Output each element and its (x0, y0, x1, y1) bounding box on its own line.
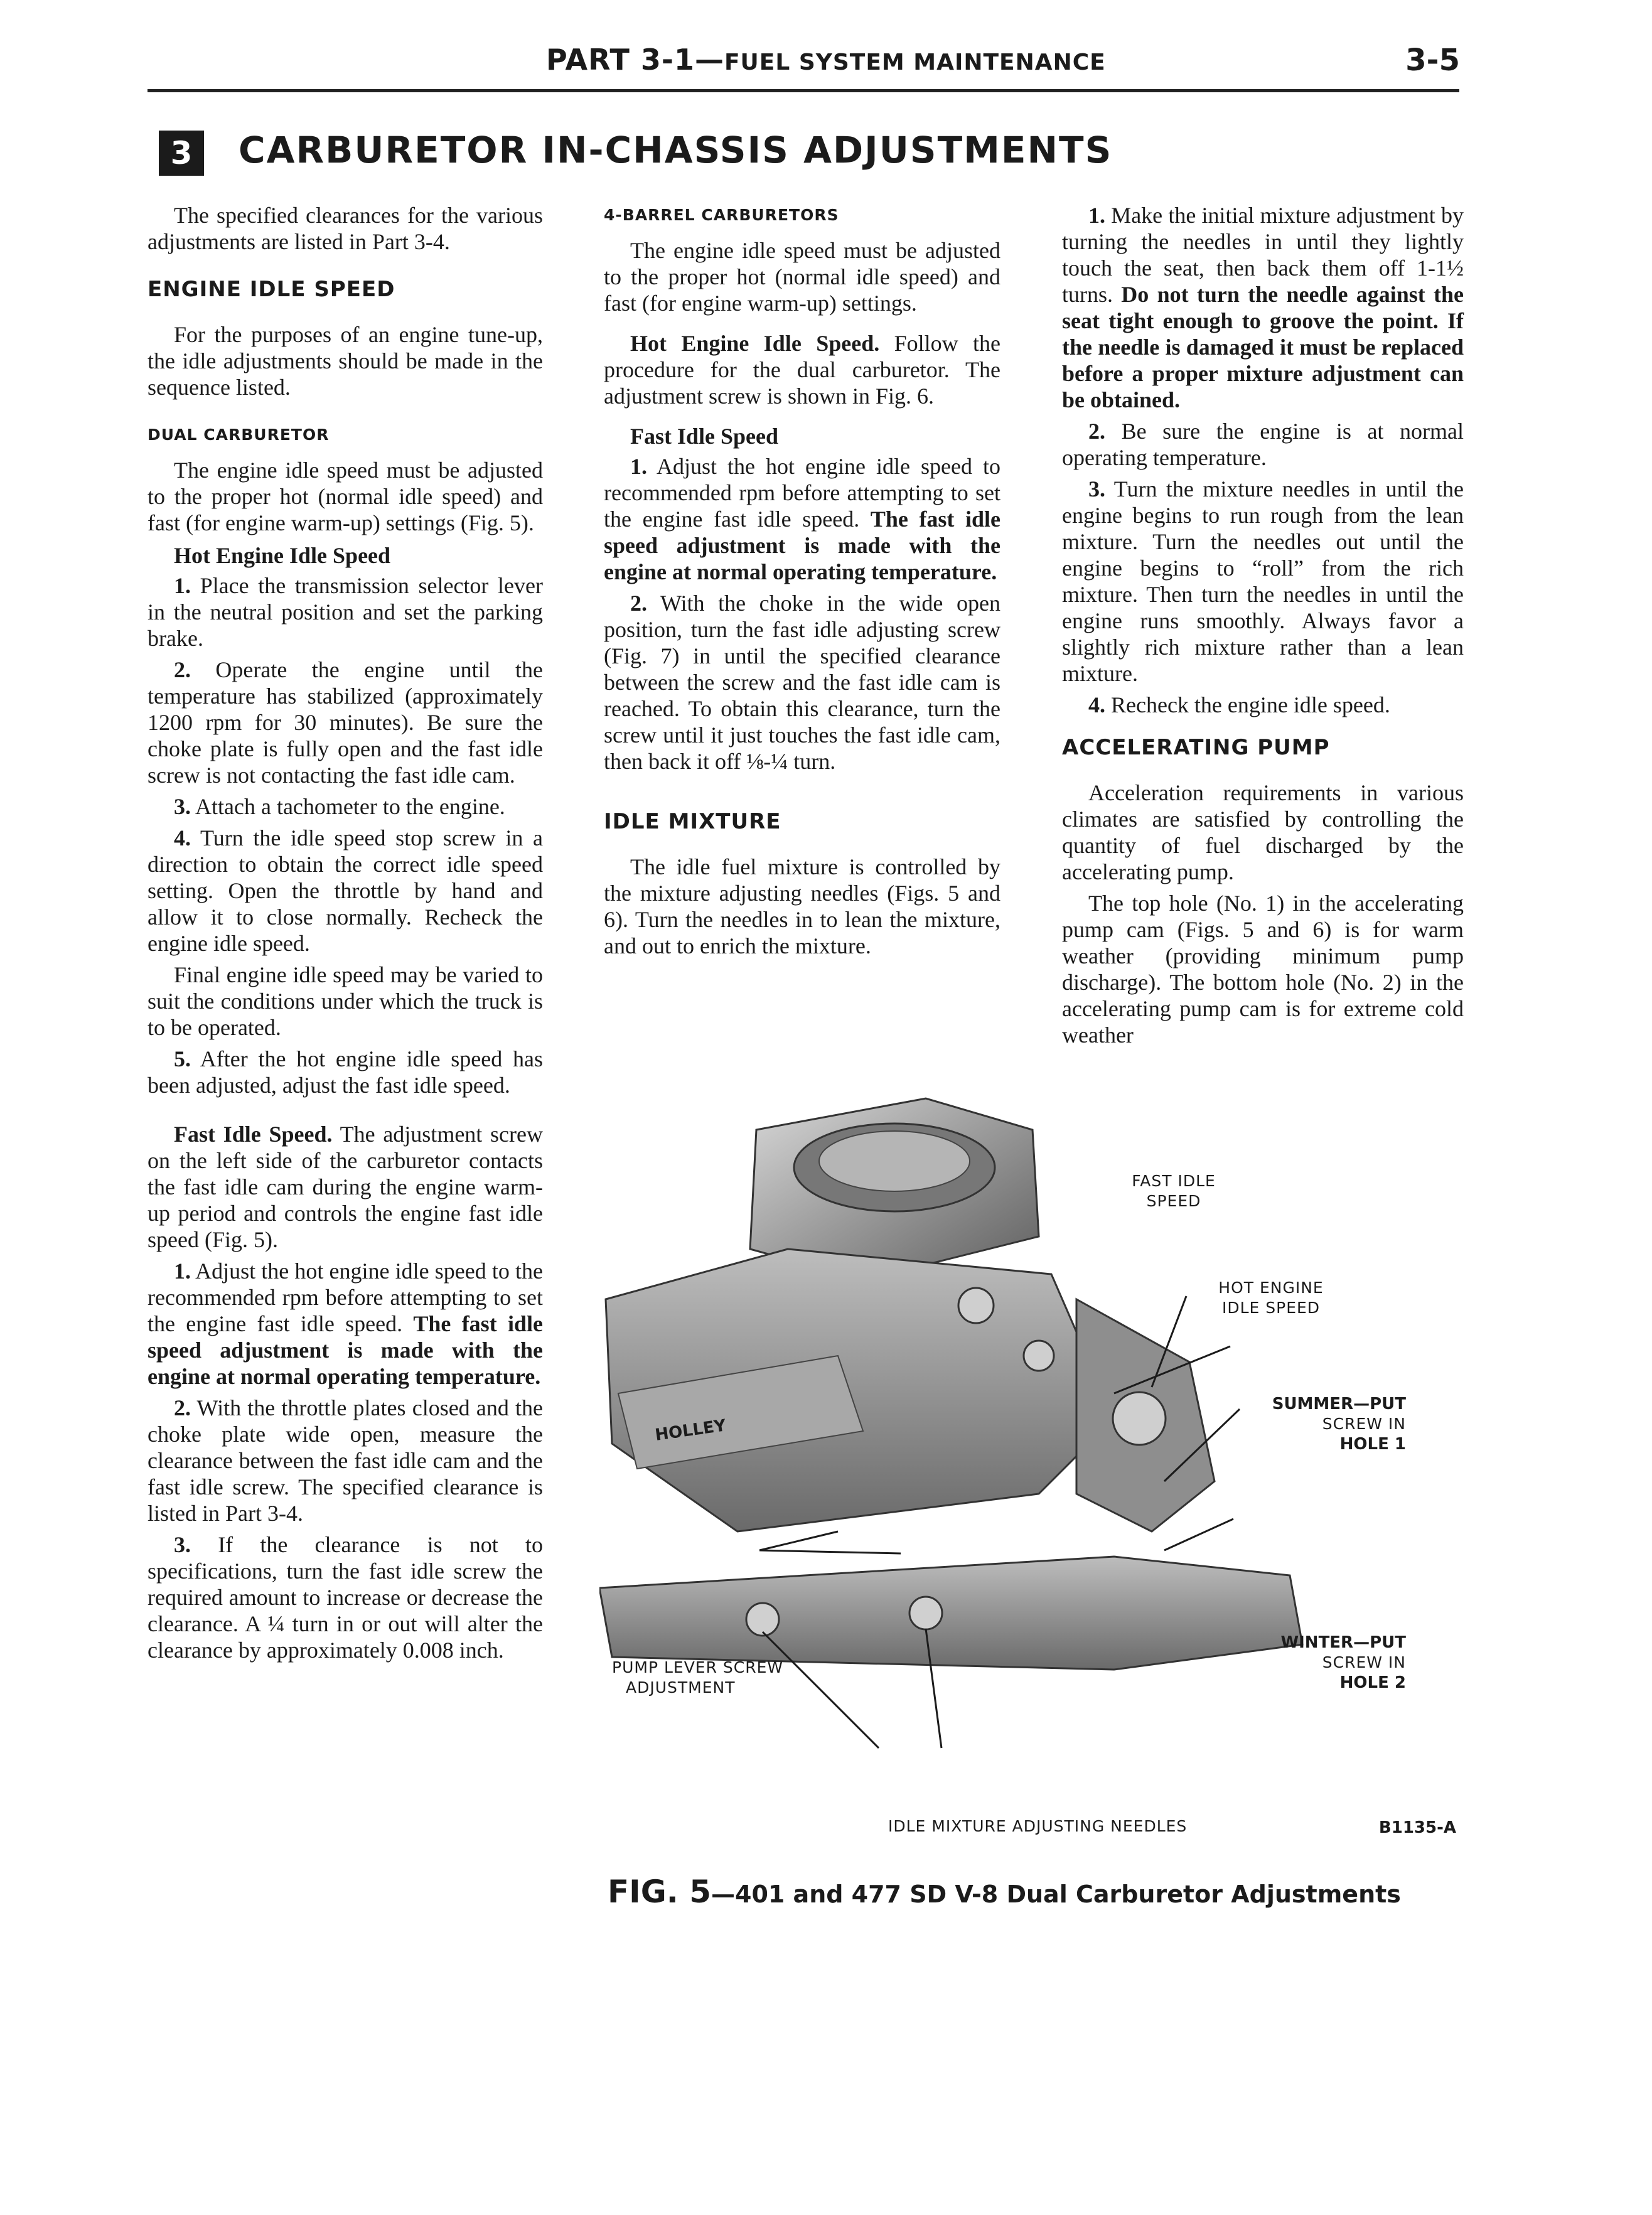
mixture-needle-left (746, 1603, 779, 1636)
label-hot-engine-line1: HOT ENGINE (1218, 1279, 1324, 1297)
step-text: Make the initial mixture adjustment by turning the needles in until they lightly touch the seat, then back them off 1-1½ turns. (1062, 203, 1464, 307)
label-winter-line2: SCREW IN (1322, 1653, 1406, 1671)
paragraph-idle-mixture: The idle fuel mixture is controlled by the mixture adjusting needles (Figs. 5 and 6). Turn the needles in to lean the mixture, and out to enrich the mixture. (604, 854, 1000, 958)
paragraph-text: Follow the procedure for the dual carburetor. The adjustment screw is shown in Fig. 6. (604, 331, 1000, 409)
label-summer-line2: SCREW IN (1322, 1415, 1406, 1433)
header-title-text: FUEL SYSTEM MAINTENANCE (724, 50, 1106, 75)
caption-dash: — (711, 1880, 735, 1908)
paragraph-fast-idle (148, 1121, 543, 1253)
step-2 (148, 657, 543, 788)
label-fast-idle-line1: FAST IDLE (1132, 1172, 1216, 1190)
label-fast-idle-line2: SPEED (1146, 1192, 1201, 1210)
step-number: 2. (174, 1395, 191, 1420)
fast-step-2 (604, 590, 1000, 775)
heading-4-barrel: 4-BARREL CARBURETORS (604, 206, 839, 224)
step-number: 2. (1088, 419, 1105, 444)
heading-idle-mixture: IDLE MIXTURE (604, 809, 781, 834)
label-winter-line1: WINTER—PUT (1280, 1633, 1406, 1652)
step-text: After the hot engine idle speed has been adjusted, adjust the fast idle speed. (148, 1046, 543, 1098)
step-number: 1. (174, 573, 191, 598)
step-number: 1. (1088, 203, 1105, 228)
paragraph-pump-1: Acceleration requirements in various climates are satisfied by controlling the quantity of fuel discharged by the accelerating pump. (1062, 780, 1464, 884)
step-text: If the clearance is not to specifications, turn the fast idle screw the required amount to increase or decrease the clearance. A ¼ turn in or out will alter the clearance by approximately 0.008 inch. (148, 1532, 543, 1663)
step-text: Turn the idle speed stop screw in a direction to obtain the correct idle speed setting. Open the throttle by hand and allow it to close normally. Recheck the engine idle speed. (148, 825, 543, 956)
page-number: 3-5 (1405, 43, 1460, 78)
step-text: Adjust the hot engine idle speed to the recommended rpm before attempting to set the engine fast idle speed. (148, 1258, 543, 1336)
label-summer-line3: HOLE 1 (1339, 1435, 1406, 1454)
column-right (1062, 202, 1464, 1053)
caption-text: 401 and 477 SD V-8 Dual Carburetor Adjustments (735, 1880, 1401, 1908)
mixture-needle-right (909, 1597, 942, 1629)
step-text: Be sure the engine is at normal operating temperature. (1062, 419, 1464, 470)
pump-cam (1113, 1392, 1166, 1445)
heading-hot-engine-idle-speed: Hot Engine Idle Speed (174, 543, 391, 568)
heading-engine-idle-speed: ENGINE IDLE SPEED (148, 277, 395, 302)
step-number: 4. (1088, 692, 1105, 717)
step-text: Recheck the engine idle speed. (1105, 692, 1390, 717)
paragraph-text: The adjustment screw on the left side of the carburetor contacts the fast idle cam during the engine warm-up period and controls the engine fast idle speed (Fig. 5). (148, 1122, 543, 1252)
step-3 (148, 793, 543, 820)
step-number: 1. (174, 1258, 191, 1284)
step-warning: Do not turn the needle against the seat tight enough to groove the point. If the needle is damaged it must be replaced before a proper mixture adjustment can be obtained. (1062, 282, 1464, 412)
figure-number: FIG. 5 (608, 1874, 711, 1910)
choke-plate (819, 1131, 970, 1191)
column-left (148, 202, 543, 1668)
label-idle-mixture-needles: IDLE MIXTURE ADJUSTING NEEDLES (888, 1817, 1188, 1835)
step-warning: The fast idle speed adjustment is made with the engine at normal operating temperature. (148, 1311, 543, 1389)
step-1 (148, 572, 543, 652)
fast-step-2 (148, 1395, 543, 1526)
step-number: 4. (174, 825, 191, 850)
paragraph-dual: The engine idle speed must be adjusted to the proper hot (normal idle speed) and fast (for engine warm-up) settings (Fig. 5). (148, 458, 543, 535)
step-number: 3. (1088, 476, 1105, 501)
throttle-base (599, 1557, 1302, 1670)
mixture-step-2 (1062, 418, 1464, 471)
step-4 (148, 825, 543, 957)
figure-caption (608, 1874, 1401, 1910)
header-dash: — (694, 43, 724, 77)
step-number: 5. (174, 1046, 191, 1071)
run-in-heading: Fast Idle Speed. (174, 1122, 333, 1147)
step-text: Attach a tachometer to the engine. (191, 794, 505, 819)
header-divider (148, 89, 1459, 92)
fast-step-1 (604, 453, 1000, 585)
running-header (546, 43, 1106, 77)
step-text: Operate the engine until the temperature has stabilized (approximately 1200 rpm for 30 minutes). Be sure the choke plate is fully open and the fast idle screw is not contacting the fast idle cam. (148, 657, 543, 788)
paragraph-hot-engine (604, 330, 1000, 409)
heading-dual-carburetor: DUAL CARBURETOR (148, 426, 330, 444)
paragraph-final: Final engine idle speed may be varied to suit the conditions under which the truck is to be operated. (148, 962, 543, 1040)
label-winter-line3: HOLE 2 (1339, 1673, 1406, 1692)
step-number: 2. (174, 657, 191, 682)
section-title: CARBURETOR IN-CHASSIS ADJUSTMENTS (239, 129, 1113, 171)
mixture-step-3 (1062, 476, 1464, 687)
brand-logo: HOLLEY (653, 1416, 727, 1445)
step-text: With the throttle plates closed and the choke plate wide open, measure the clearance between the fast idle cam and the fast idle screw. The specified clearance is listed in Part 3-4. (148, 1395, 543, 1526)
intro-paragraph: The specified clearances for the various adjustments are listed in Part 3-4. (148, 203, 543, 254)
step-warning: The fast idle speed adjustment is made with the engine at normal operating temperature. (604, 507, 1000, 584)
step-text: Adjust the hot engine idle speed to recommended rpm before attempting to set the engine fast idle speed. (604, 454, 1000, 532)
carburetor-illustration (599, 1092, 1466, 1852)
idle-speed-screw (1024, 1341, 1054, 1371)
fast-idle-screw (958, 1288, 994, 1323)
step-text: With the choke in the wide open position, turn the fast idle adjusting screw (Fig. 7) in until the specified clearance between the screw and the fast idle cam is reached. To obtain this clearance, turn the screw until it just touches the fast idle cam, then back it off ⅛-¼ turn. (604, 591, 1000, 774)
paragraph-pump-2: The top hole (No. 1) in the accelerating pump cam (Figs. 5 and 6) is for warm weather (providing minimum pump discharge). The bottom hole (No. 2) in the accelerating pump cam is for extreme cold weather (1062, 891, 1464, 1048)
paragraph-purposes: For the purposes of an engine tune-up, the idle adjustments should be made in the sequence listed. (148, 322, 543, 400)
section-number-badge: 3 (159, 131, 204, 176)
step-text: Place the transmission selector lever in the neutral position and set the parking brake. (148, 573, 543, 651)
heading-accelerating-pump: ACCELERATING PUMP (1062, 735, 1330, 760)
step-number: 3. (174, 794, 191, 819)
run-in-heading: Hot Engine Idle Speed. (630, 331, 880, 356)
mixture-step-4 (1062, 692, 1464, 718)
step-number: 3. (174, 1532, 191, 1557)
label-pump-lever-line2: ADJUSTMENT (626, 1678, 736, 1697)
fast-step-1 (148, 1258, 543, 1390)
heading-fast-idle-speed: Fast Idle Speed (630, 424, 779, 449)
step-number: 1. (630, 454, 647, 479)
header-part: PART 3-1 (546, 43, 695, 77)
step-number: 2. (630, 591, 647, 616)
figure-code: B1135-A (1378, 1818, 1456, 1837)
label-hot-engine-line2: IDLE SPEED (1221, 1299, 1321, 1317)
label-pump-lever-line1: PUMP LEVER SCREW (612, 1658, 784, 1676)
mixture-step-1 (1062, 202, 1464, 413)
step-5 (148, 1046, 543, 1098)
label-summer-line1: SUMMER—PUT (1272, 1395, 1406, 1413)
fast-step-3 (148, 1531, 543, 1663)
step-text: Turn the mixture needles in until the engine begins to run rough from the lean mixture. Turn the needles out until the engine begins to “roll” from the rich mixture. Then turn the needles in until the engine runs smoothly. Always favor a slightly rich mixture rather than a lean mixture. (1062, 476, 1464, 686)
column-middle (604, 202, 1000, 964)
paragraph-4-barrel: The engine idle speed must be adjusted to the proper hot (normal idle speed) and fast (for engine warm-up) settings. (604, 238, 1000, 316)
